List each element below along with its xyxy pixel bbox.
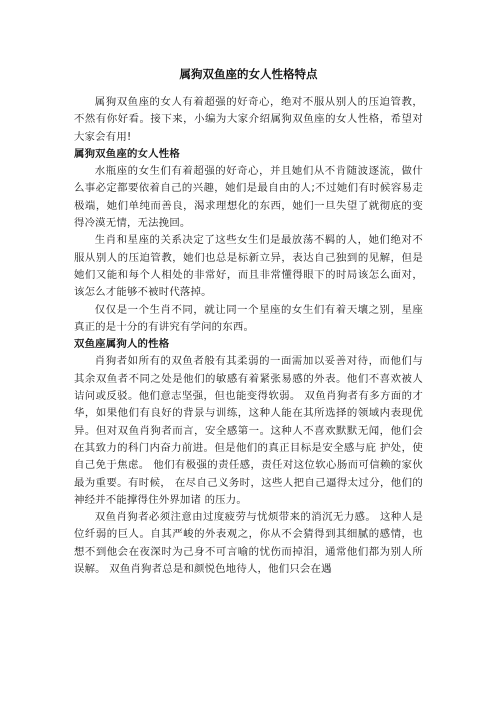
paragraph: 水瓶座的女生们有着超强的好奇心，并且她们从不肯随波逐流，做什么事必定都要依着自己的兴趣，她们是最自由的人;不过她们有时候容易走极端，她们单纯而善良，渴求理想化的东西，她们一旦失望了就彻底的变得冷漠无情，无法挽回。 (74, 165, 423, 230)
paragraph: 生肖和星座的关系决定了这些女生们是最放荡不羁的人，她们绝对不服从别人的压迫管教，她们也总是标新立异，表达自己独到的见解，但是她们又能和每个人相处的非常好，而且非常懂得眼下的时局该怎么面对，该怎么才能够不被时代落掉。 (74, 234, 423, 299)
intro-paragraph: 属狗双鱼座的女人有着超强的好奇心，绝对不服从别人的压迫管教，不然有你好看。接下来，小编为大家介绍属狗双鱼座的女人性格，希望对大家会有用! (74, 96, 423, 143)
paragraph: 仅仅是一个生肖不同，就让同一个星座的女生们有着天壤之别，星座真正的是十分的有讲究有学问的东西。 (74, 303, 423, 333)
paragraph: 双鱼肖狗者必须注意由过度疲劳与忧烦带来的消沉无力感。 这种人是位纤弱的巨人。自其严峻的外表观之，你从不会猜得到其细腻的感情，也想不到他会在夜深时为己身不可言喻的忧伤而掉泪，通常他们都为别人所 误解。 双鱼肖狗者总是和颜悦色地待人，他们只会在遇 (74, 511, 423, 576)
section-heading-women-personality: 属狗双鱼座的女人性格 (74, 147, 180, 160)
page-title: 属狗双鱼座的女人性格特点 (179, 67, 318, 81)
article-body (74, 94, 423, 578)
paragraph: 肖狗者如所有的双鱼者般有其柔弱的一面需加以妥善对待，而他们与其余双鱼者不同之处是他们的敏感有着紧张易感的外表。他们不喜欢被人诘问或反驳。他们意志坚强，但也能变得软弱。 双鱼肖狗者有多方面的才华，如果他们有良好的背景与训练，这种人能在其所选择的领域内表现优异。但对双鱼肖狗者而言，安全感第一。这种人不喜欢默默无闻，他们会在其致力的科门内奋力前进。但是他们的真正目标是安全感与庇 护处，使自己免于焦虑。 他们有极强的责任感，责任对这位软心肠而可信赖的家伙最为重要。有时候， 在尽自己义务时，这些人把自己逼得太过分，他们的神经并不能撑得住外界加诸 的压力。 (74, 355, 423, 506)
document-page (74, 0, 423, 578)
section-heading-dog-pisces-personality: 双鱼座属狗人的性格 (74, 338, 170, 351)
